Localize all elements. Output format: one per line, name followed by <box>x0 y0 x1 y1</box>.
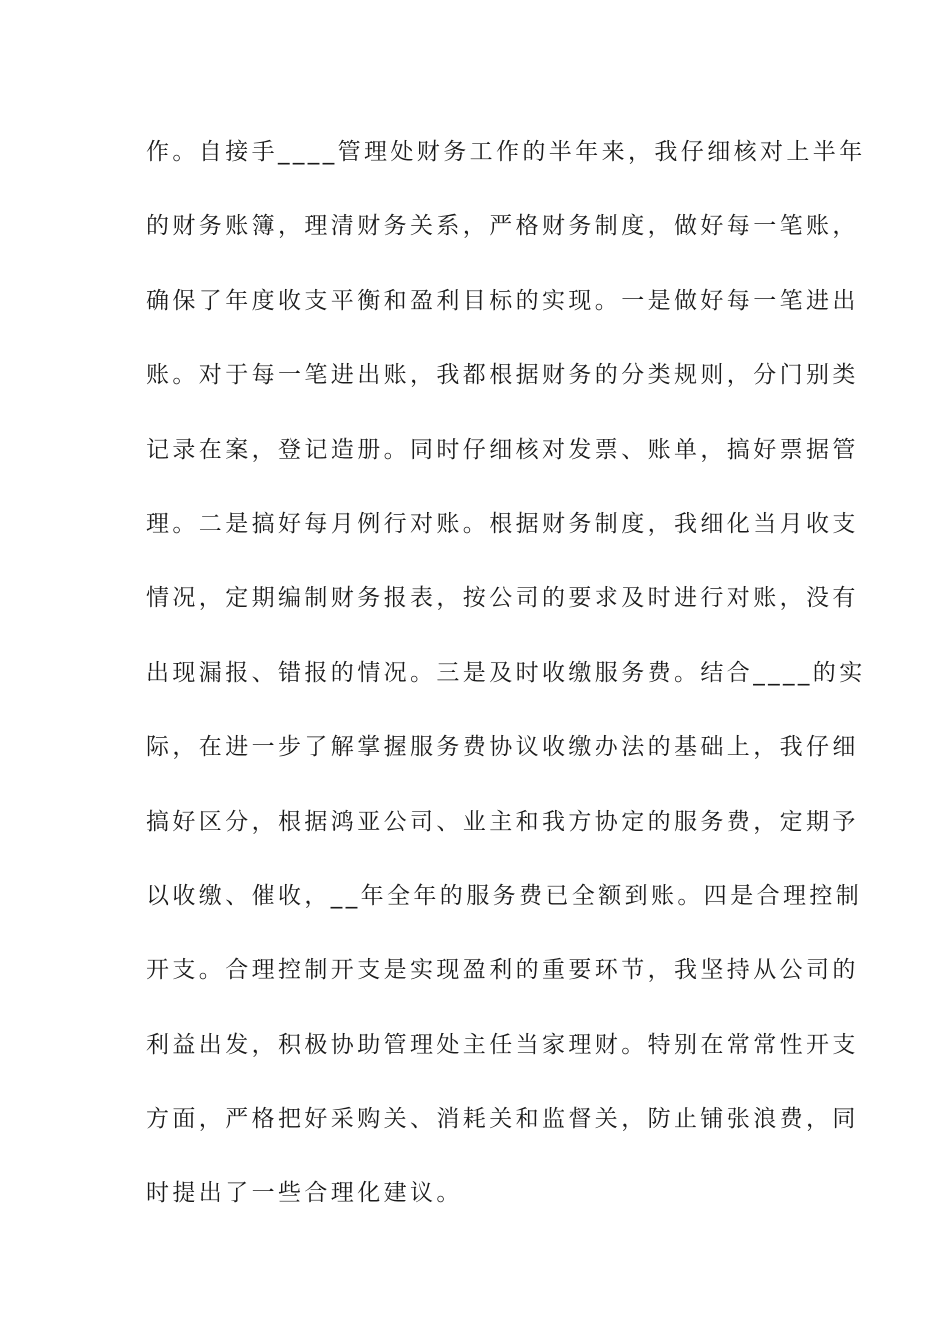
paragraph-line: 搞好区分，根据鸿亚公司、业主和我方协定的服务费，定期予 <box>146 808 859 835</box>
paragraph-line: 时提出了一些合理化建议。 <box>146 1180 463 1207</box>
paragraph-line: 际，在进一步了解掌握服务费协议收缴办法的基础上，我仔细 <box>146 734 859 761</box>
paragraph-line: 以收缴、催收，__年全年的服务费已全额到账。四是合理控制 <box>146 882 863 909</box>
paragraph-line: 账。对于每一笔进出账，我都根据财务的分类规则，分门别类 <box>146 362 859 389</box>
paragraph-line: 开支。合理控制开支是实现盈利的重要环节，我坚持从公司的 <box>146 957 859 984</box>
paragraph-line: 方面，严格把好采购关、消耗关和监督关，防止铺张浪费，同 <box>146 1106 859 1133</box>
paragraph-line: 确保了年度收支平衡和盈利目标的实现。一是做好每一笔进出 <box>146 287 859 314</box>
paragraph-line: 的财务账簿，理清财务关系，严格财务制度，做好每一笔账， <box>146 213 859 240</box>
body-paragraph <box>146 126 866 1242</box>
paragraph-line: 情况，定期编制财务报表，按公司的要求及时进行对账，没有 <box>146 585 859 612</box>
paragraph-line: 利益出发，积极协助管理处主任当家理财。特别在常常性开支 <box>146 1031 859 1058</box>
paragraph-line: 出现漏报、错报的情况。三是及时收缴服务费。结合____的实 <box>146 659 866 686</box>
paragraph-line: 作。自接手____管理处财务工作的半年来，我仔细核对上半年 <box>146 139 866 165</box>
paragraph-line: 理。二是搞好每月例行对账。根据财务制度，我细化当月收支 <box>146 510 859 537</box>
paragraph-line: 记录在案，登记造册。同时仔细核对发票、账单，搞好票据管 <box>146 436 859 463</box>
